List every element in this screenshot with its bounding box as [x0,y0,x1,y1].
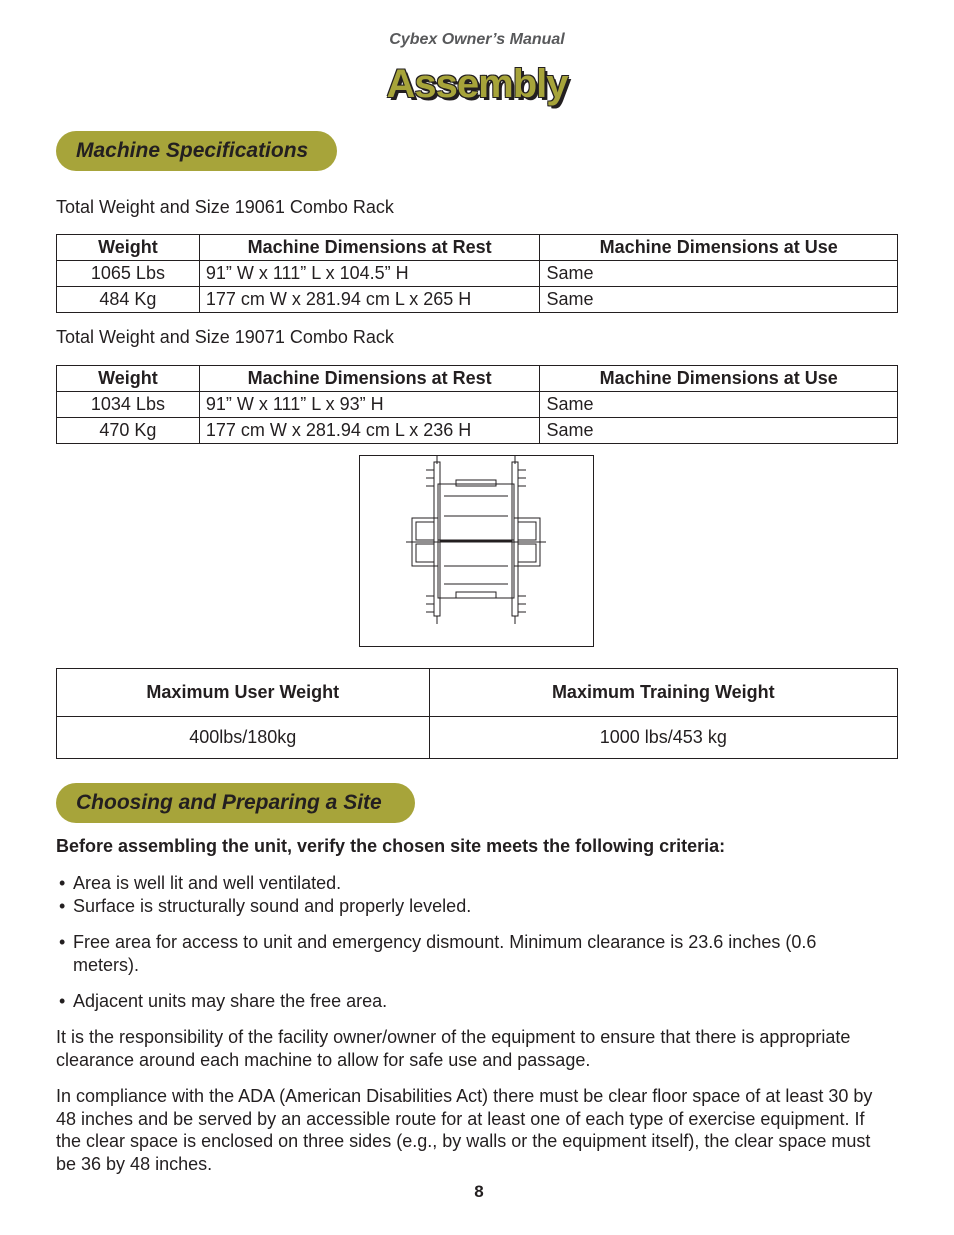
section-heading-choosing-site: Choosing and Preparing a Site [56,783,415,823]
table-cell: 177 cm W x 281.94 cm L x 265 H [199,287,540,313]
header-max-training-weight: Maximum Training Weight [429,669,897,717]
criteria-list-2 [56,931,826,976]
header-max-user-weight: Maximum User Weight [57,669,430,717]
manual-header: Cybex Owner’s Manual [389,31,565,48]
header-weight: Weight [57,235,200,261]
criteria-list-1 [56,872,836,917]
spec-table-19071 [56,365,898,444]
header-dimensions-rest: Machine Dimensions at Rest [199,366,540,392]
spec-table-19061 [56,234,898,313]
header-weight: Weight [57,366,200,392]
table-row [57,418,898,444]
table-cell: Same [540,418,898,444]
table-cell: Same [540,287,898,313]
criteria-list-3 [56,990,836,1013]
list-item: • Adjacent units may share the free area. [56,990,836,1013]
table-cell: 1034 Lbs [57,392,200,418]
table-cell: 177 cm W x 281.94 cm L x 236 H [199,418,540,444]
table-cell: 91” W x 111” L x 104.5” H [199,261,540,287]
list-item: • Area is well lit and well ventilated. [56,872,836,895]
table-cell: 484 Kg [57,287,200,313]
table-row [57,287,898,313]
max-weight-table [56,668,898,759]
table-row [57,392,898,418]
table2-caption: Total Weight and Size 19071 Combo Rack [56,327,394,347]
table-header-row [57,366,898,392]
section-heading-machine-specifications: Machine Specifications [56,131,337,171]
table-cell: 470 Kg [57,418,200,444]
combo-rack-drawing [360,456,592,645]
header-dimensions-use: Machine Dimensions at Use [540,366,898,392]
table-cell: Same [540,261,898,287]
header-dimensions-use: Machine Dimensions at Use [540,235,898,261]
table-cell: 1065 Lbs [57,261,200,287]
max-user-weight-value: 400lbs/180kg [57,717,430,759]
page-number: 8 [474,1182,484,1201]
page-title: Assembly [386,62,568,106]
table-cell: 91” W x 111” L x 93” H [199,392,540,418]
table-header-row [57,669,898,717]
max-training-weight-value: 1000 lbs/453 kg [429,717,897,759]
list-item: • Free area for access to unit and emergency dismount. Minimum clearance is 23.6 inches (0.6 meters). [56,931,826,976]
table-row [57,261,898,287]
responsibility-paragraph: It is the responsibility of the facility owner/owner of the equipment to ensure that there is appropriate clearance around each machine to allow for safe use and passage. [56,1027,851,1070]
site-criteria-intro: Before assembling the unit, verify the chosen site meets the following criteria: [56,836,726,856]
header-dimensions-rest: Machine Dimensions at Rest [199,235,540,261]
table-header-row [57,235,898,261]
table-row [57,717,898,759]
table-cell: Same [540,392,898,418]
combo-rack-top-view-diagram [359,455,594,647]
table1-caption: Total Weight and Size 19061 Combo Rack [56,197,394,217]
ada-paragraph: In compliance with the ADA (American Disabilities Act) there must be clear floor space of at least 30 by 48 inches and be served by an accessible route for at least one of each type of exercise equipment. If the clear space is enclosed on three sides (e.g., by walls or the equipment itself), the clear space must be 36 by 48 inches. [56,1086,873,1174]
list-item: • Surface is structurally sound and properly leveled. [56,895,836,918]
